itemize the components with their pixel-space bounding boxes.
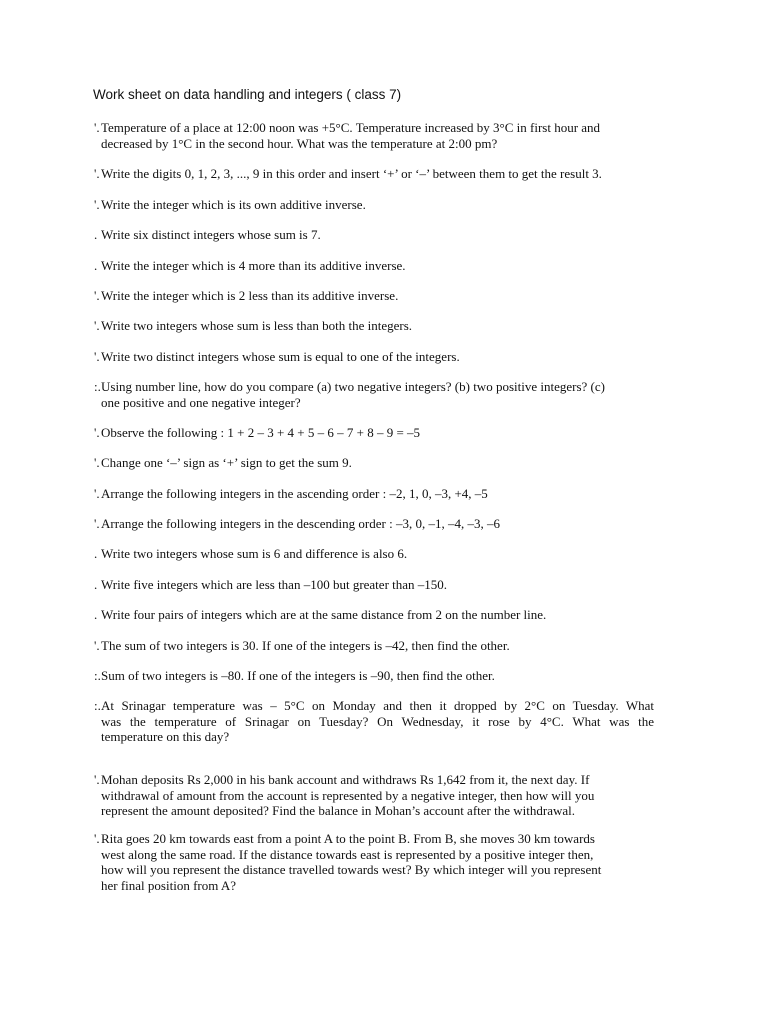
question-12 (94, 486, 654, 502)
question-text: Temperature of a place at 12:00 noon was +5°C. Temperature increased by 3°C in first hour and (101, 120, 601, 135)
question-13 (94, 516, 654, 532)
question-text: Sum of two integers is –80. If one of the integers is –90, then find the other. (101, 668, 495, 683)
question-6 (94, 288, 654, 304)
question-text: Using number line, how do you compare (a) two negative integers? (b) two positive integers? (c) (101, 379, 605, 394)
question-text: temperature on this day? (101, 729, 230, 744)
question-marker: '. (94, 166, 100, 181)
question-text: Write two integers whose sum is 6 and difference is also 6. (101, 546, 408, 561)
question-marker: '. (94, 638, 100, 653)
question-21 (94, 831, 654, 893)
question-text: Change one ‘–’ sign as ‘+’ sign to get the sum 9. (101, 455, 352, 470)
question-marker: '. (94, 455, 100, 470)
question-text: Mohan deposits Rs 2,000 in his bank account and withdraws Rs 1,642 from it, the next day. If (101, 772, 590, 787)
question-text: Write two integers whose sum is less than both the integers. (101, 318, 413, 333)
question-text: Write five integers which are less than –100 but greater than –150. (101, 577, 448, 592)
question-9 (94, 379, 654, 410)
question-marker: '. (94, 288, 100, 303)
question-8 (94, 349, 654, 365)
question-3 (94, 197, 654, 213)
question-marker: . (94, 227, 98, 242)
question-text: The sum of two integers is 30. If one of the integers is –42, then find the other. (101, 638, 510, 653)
question-marker: . (94, 258, 98, 273)
question-text: one positive and one negative integer? (101, 394, 301, 410)
question-text: Write four pairs of integers which are at the same distance from 2 on the number line. (101, 607, 547, 622)
question-text: withdrawal of amount from the account is represented by a negative integer, then how will you (101, 787, 595, 803)
question-marker: :. (94, 668, 101, 683)
question-text: her final position from A? (101, 877, 237, 893)
question-marker: '. (94, 425, 100, 440)
question-marker: :. (94, 698, 101, 713)
question-15 (94, 577, 654, 593)
question-2 (94, 166, 654, 182)
question-text: Write the integer which is its own additive inverse. (101, 197, 366, 212)
question-marker: '. (94, 349, 100, 364)
question-4 (94, 227, 654, 243)
question-18 (94, 668, 654, 684)
question-20 (94, 772, 654, 819)
question-text: Write the integer which is 2 less than its additive inverse. (101, 288, 399, 303)
question-text: how will you represent the distance travelled towards west? By which integer will you represent (101, 862, 602, 877)
question-10 (94, 425, 654, 441)
question-text: At Srinagar temperature was – 5°C on Monday and then it dropped by 2°C on Tuesday. What (101, 698, 654, 713)
question-text: Write six distinct integers whose sum is 7. (101, 227, 321, 242)
question-text: west along the same road. If the distance towards east is represented by a positive integer then, (101, 846, 594, 862)
question-text: Arrange the following integers in the descending order : –3, 0, –1, –4, –3, –6 (101, 516, 500, 531)
question-marker: . (94, 577, 98, 592)
question-17 (94, 638, 654, 654)
question-text: Rita goes 20 km towards east from a point A to the point B. From B, she moves 30 km towards (101, 831, 595, 846)
question-11 (94, 455, 654, 471)
worksheet-title: Work sheet on data handling and integers ( class 7) (93, 87, 402, 102)
question-marker: '. (94, 772, 100, 787)
question-marker: . (94, 607, 98, 622)
question-19 (94, 698, 654, 745)
question-marker: '. (94, 486, 100, 501)
question-7 (94, 318, 654, 334)
question-marker: '. (94, 120, 100, 135)
question-14 (94, 546, 654, 562)
question-text: Write the digits 0, 1, 2, 3, ..., 9 in this order and insert ‘+’ or ‘–’ between them to get the result 3. (101, 166, 602, 181)
question-text: Observe the following : 1 + 2 – 3 + 4 + 5 – 6 – 7 + 8 – 9 = –5 (101, 425, 421, 440)
question-16 (94, 607, 654, 623)
question-marker: '. (94, 197, 100, 212)
question-text: decreased by 1°C in the second hour. What was the temperature at 2:00 pm? (101, 135, 498, 151)
question-text: was the temperature of Srinagar on Tuesday? On Wednesday, it rose by 4°C. What was the (101, 713, 654, 729)
question-text: Write the integer which is 4 more than its additive inverse. (101, 258, 406, 273)
question-marker: . (94, 546, 98, 561)
question-text: Arrange the following integers in the ascending order : –2, 1, 0, –3, +4, –5 (101, 486, 488, 501)
question-5 (94, 258, 654, 274)
question-marker: '. (94, 516, 100, 531)
question-1 (94, 120, 654, 151)
question-text: Write two distinct integers whose sum is equal to one of the integers. (101, 349, 460, 364)
question-marker: :. (94, 379, 101, 394)
question-text: represent the amount deposited? Find the balance in Mohan’s account after the withdrawal. (101, 803, 575, 818)
question-marker: '. (94, 831, 100, 846)
question-marker: '. (94, 318, 100, 333)
